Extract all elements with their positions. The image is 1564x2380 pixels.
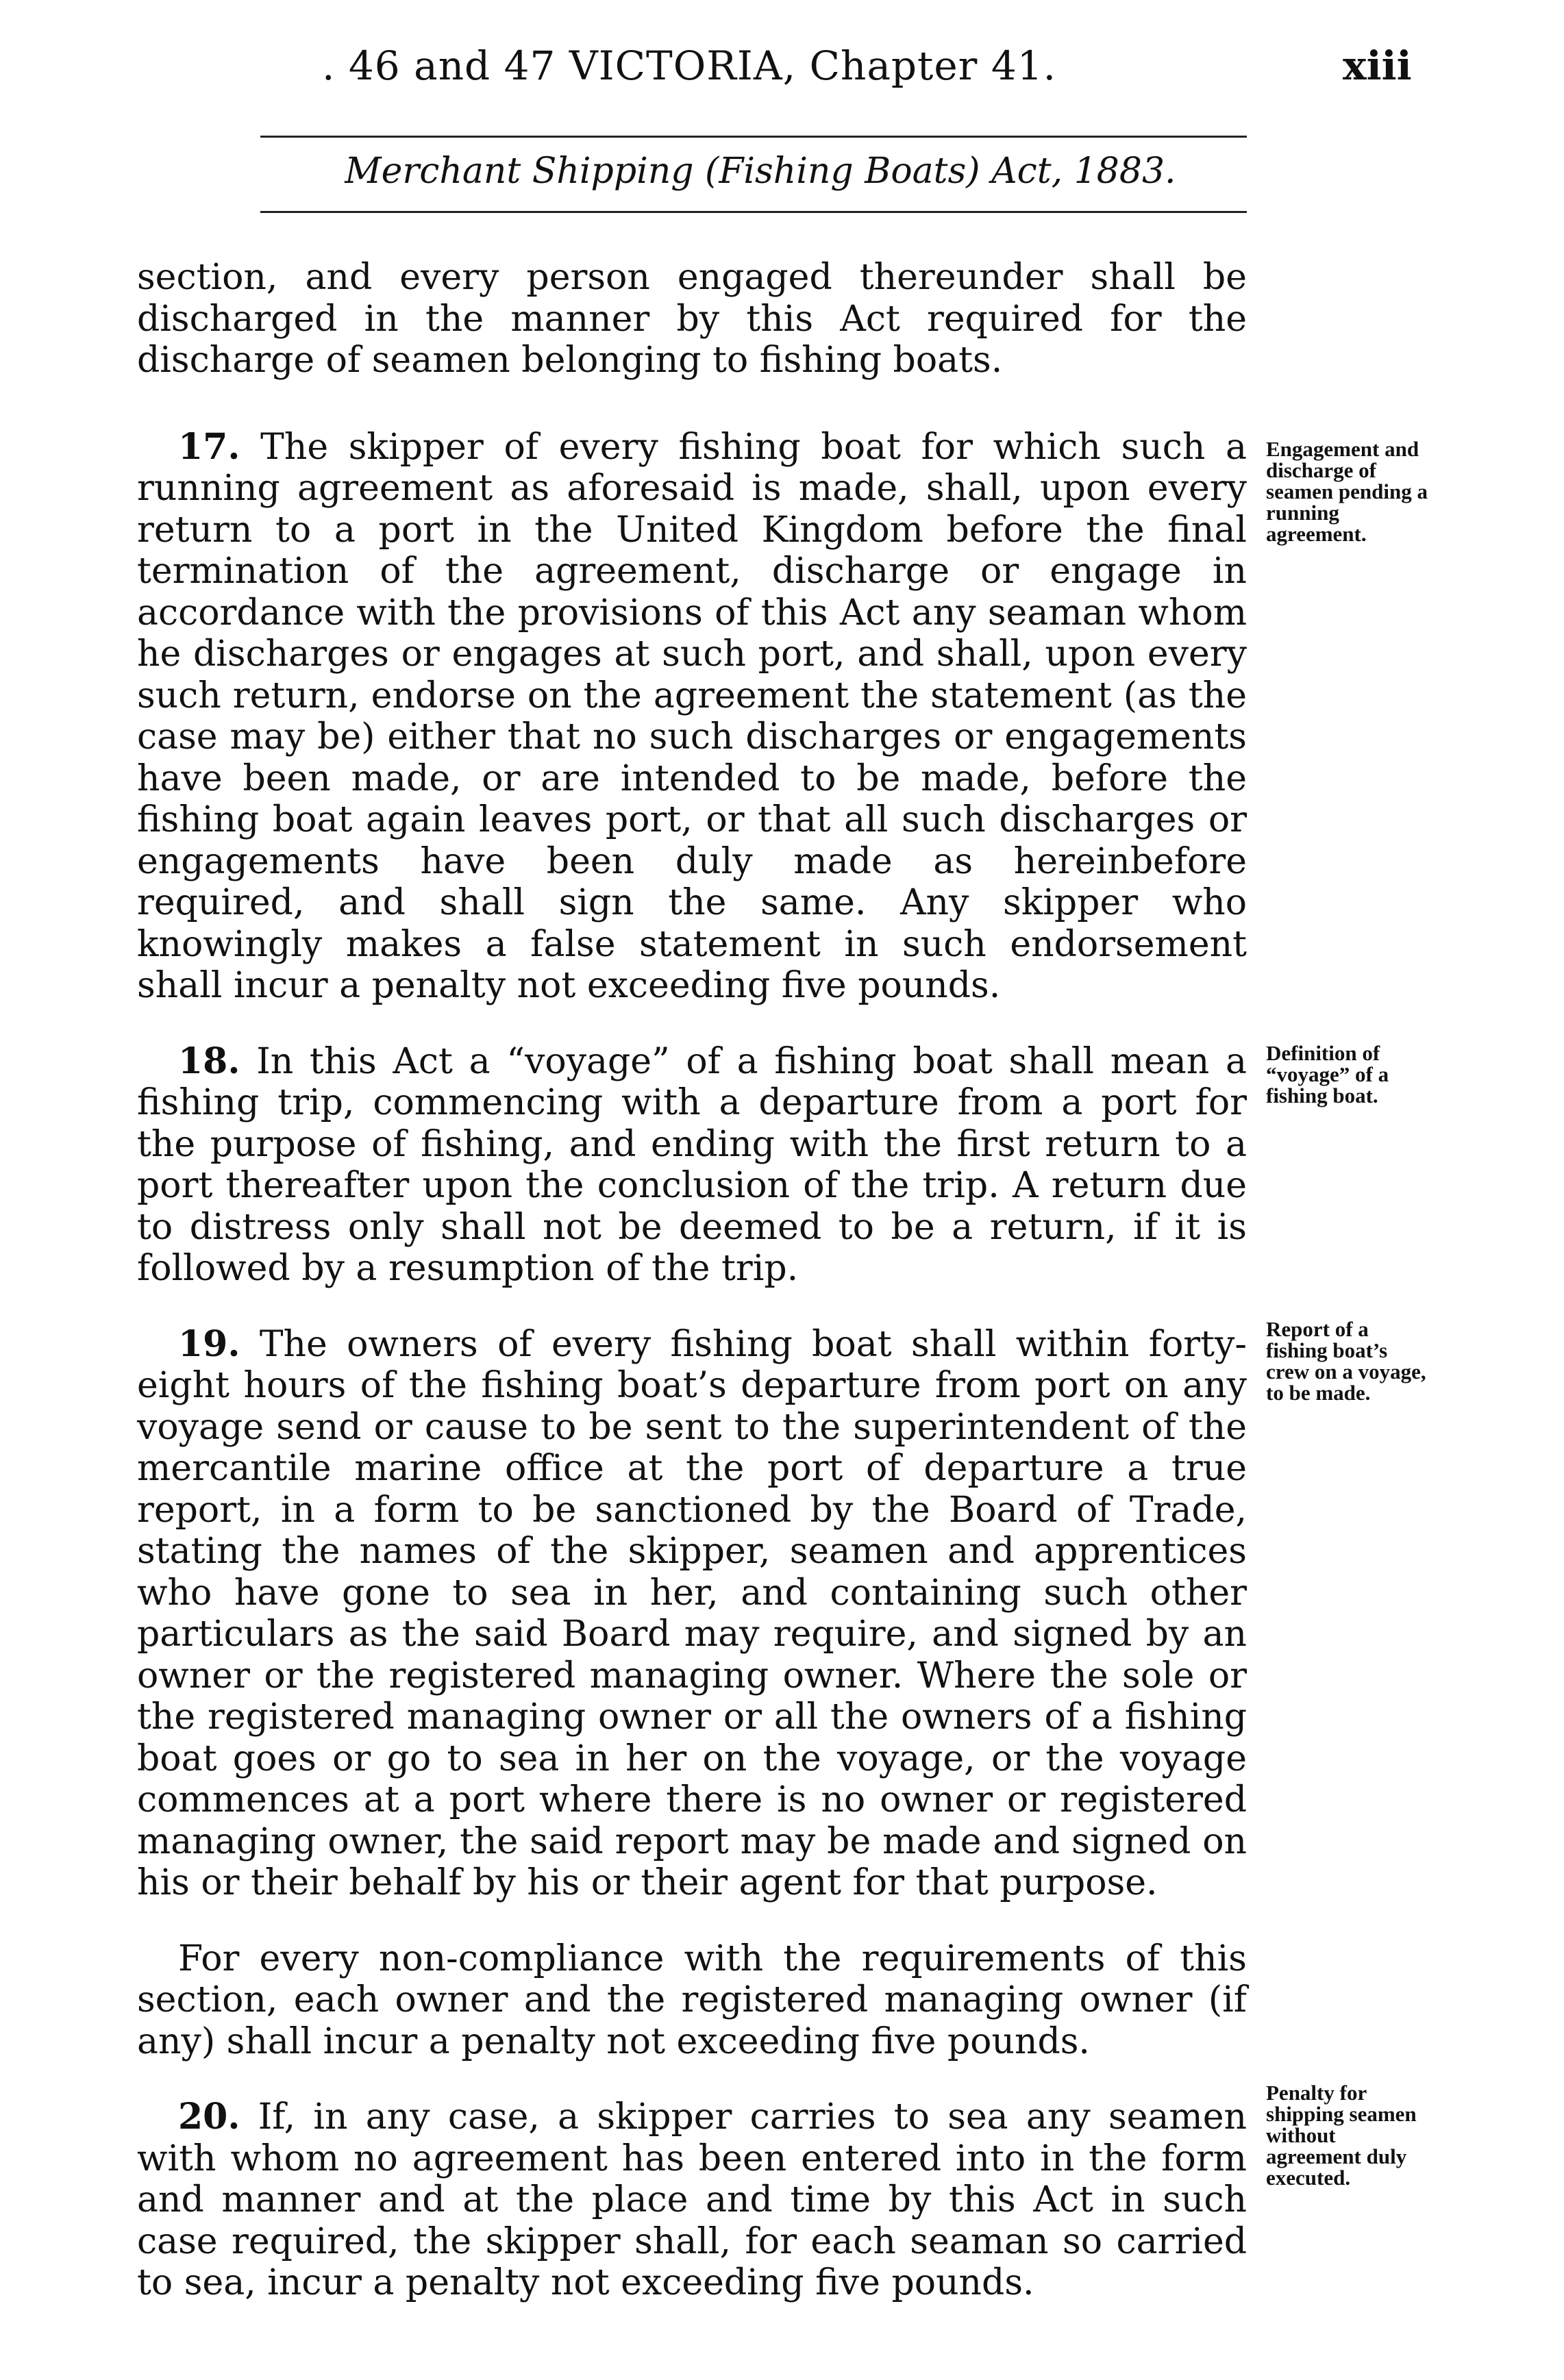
paragraph-text: section, and every person engaged thereunder shall be discharged in the manner by this Act required for the discharge of seamen belonging to fishing boats. [137, 257, 1247, 381]
paragraph-text: If, in any case, a skipper carries to sea any seamen with whom no agreement has been entered into in the form and manner and at the place and time by this Act in such case required, the skipper shall, for each seaman so carried to sea, incur a penalty not exceeding five pounds. [137, 2096, 1248, 2303]
header-rule-bottom [260, 211, 1247, 213]
section-number: 20. [178, 2096, 240, 2138]
section-number: 17. [178, 425, 240, 468]
section-17 [137, 427, 1247, 1007]
paragraph-text: The skipper of every fishing boat for which such a running agreement as aforesaid is made, shall, upon every return to a port in the United Kingdom before the final termination of the agreement, discharge or engage in accordance with the provisions of this Act any seaman whom he discharges or engages at such port, and shall, upon every such return, endorse on the agreement the statement (as the case may be) either that no such discharges or engagements have been made, or are intended to be made, before the fishing boat again leaves port, or that all such discharges or engagements have been duly made as hereinbefore required, and shall sign the same. Any skipper who knowingly makes a false statement in such endorsement shall incur a penalty not exceeding five pounds. [137, 426, 1247, 1006]
section-18 [137, 1041, 1247, 1290]
paragraph-text: For every non-compliance with the requirements of this section, each owner and the registered managing owner (if any) shall incur a penalty not exceeding five pounds. [137, 1938, 1247, 2062]
section-19 [137, 1324, 1247, 1904]
body-text [137, 257, 1247, 2304]
side-note-20: Penalty for shipping seamen without agreement duly executed. [1266, 2081, 1417, 2190]
paragraph-continuation [137, 257, 1247, 381]
paragraph-text: In this Act a “voyage” of a fishing boat shall mean a fishing trip, commencing with a departure from a port for the purpose of fishing, and ending with the first return to a port thereafter upon the conclusion of the trip. A return due to distress only shall not be deemed to be a return, if it is followed by a resumption of the trip. [137, 1040, 1247, 1289]
header-rule-top [260, 136, 1247, 138]
section-20 [137, 2096, 1247, 2304]
side-note-19: Report of a fishing boat’s crew on a voyage, to be made. [1266, 1317, 1426, 1405]
side-note-18: Definition of “voyage” of a fishing boat. [1266, 1041, 1389, 1107]
section-number: 18. [178, 1040, 240, 1082]
section-number: 19. [178, 1323, 240, 1365]
page-number: xiii [1343, 42, 1412, 89]
paragraph-text: The owners of every fishing boat shall within forty-eight hours of the fishing boat’s departure from port on any voyage send or cause to be sent to the superintendent of the mercantile marine office at the port of departure a true report, in a form to be sanctioned by the Board of Trade, stating the names of the skipper, seamen and apprentices who have gone to sea in her, and containing such other particulars as the said Board may require, and signed by an owner or the registered managing owner. Where the sole or the registered managing owner or all the owners of a fishing boat goes or go to sea in her on the voyage, or the voyage commences at a port where there is no owner or registered managing owner, the said report may be made and signed on his or their behalf by his or their agent for that purpose. [137, 1323, 1248, 1903]
act-subtitle: Merchant Shipping (Fishing Boats) Act, 1883. [345, 151, 1176, 192]
running-header: . 46 and 47 VICTORIA, Chapter 41. [322, 42, 1057, 89]
section-19-penalty [137, 1938, 1247, 2063]
side-note-17: Engagement and discharge of seamen pending a running agreement. [1266, 437, 1428, 546]
